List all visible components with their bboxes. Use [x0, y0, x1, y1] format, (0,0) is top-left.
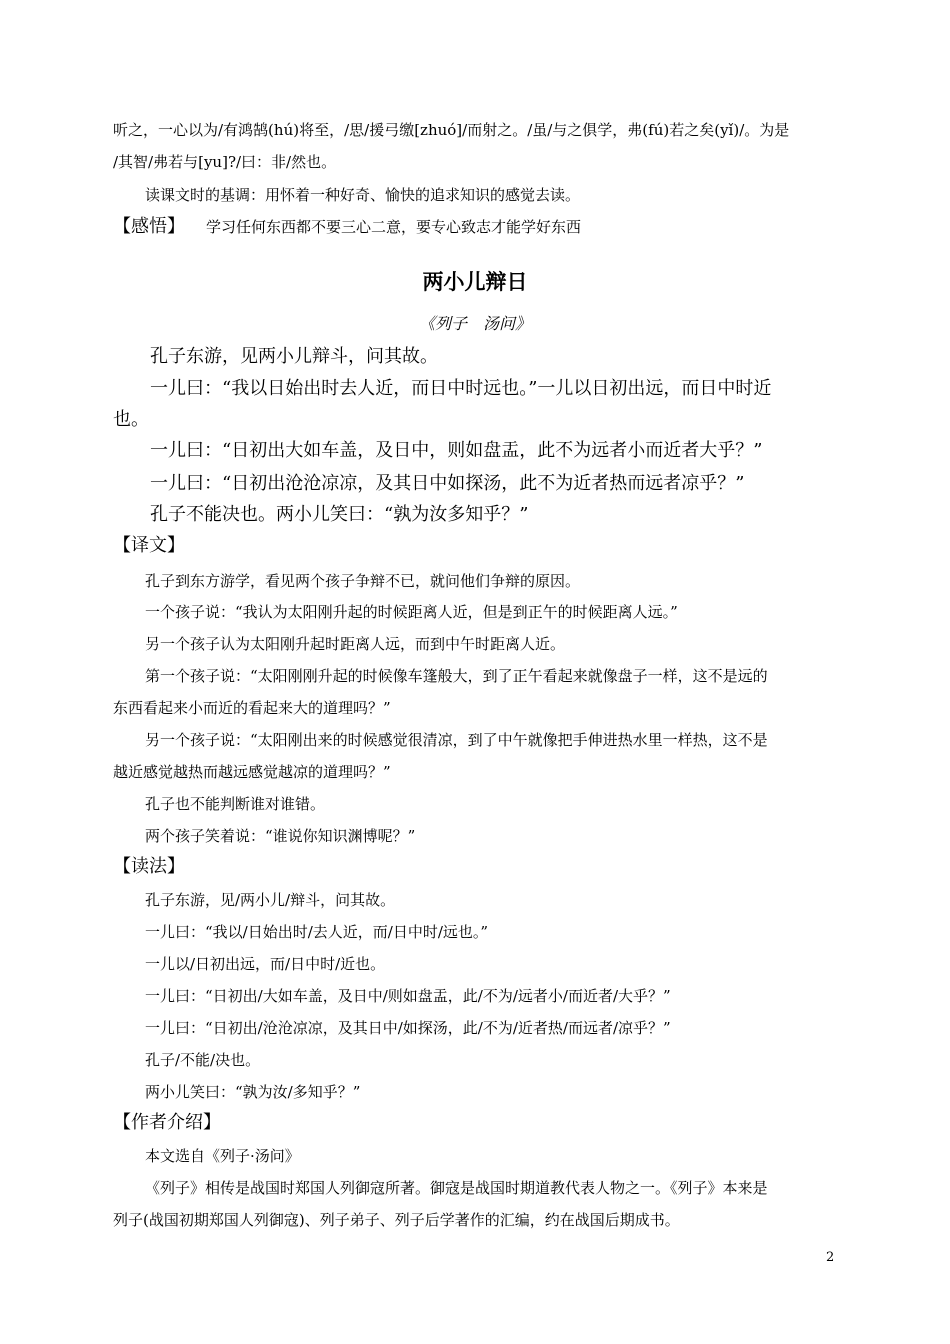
- insight-label: 【感悟】: [113, 216, 185, 237]
- article-line: 孔子东游，见两小儿辩斗，问其故。: [150, 346, 438, 367]
- reading-line: 两小儿笑曰：“孰为汝/多知乎？”: [145, 1083, 361, 1101]
- author-line: 《列子》相传是战国时郑国人列御寇所著。御寇是战国时期道教代表人物之一。《列子》本来是: [145, 1179, 768, 1197]
- translation-line: 越近感觉越热而越远感觉越凉的道理吗？”: [113, 763, 391, 781]
- reading-line: 一儿以/日初出远，而/日中时/近也。: [145, 955, 386, 973]
- article-title: 两小儿辩日: [422, 270, 528, 294]
- article-line: 一儿曰：“我以日始出时去人近，而日中时远也。”一儿以日初出远，而日中时近: [150, 378, 772, 399]
- translation-line: 一个孩子说：“我认为太阳刚升起的时候距离人近，但是到正午的时候距离人远。”: [145, 603, 678, 621]
- author-line: 列子(战国初期郑国人列御寇)、列子弟子、列子后学著作的汇编，约在战国后期成书。: [113, 1211, 680, 1229]
- reading-line: 一儿曰：“日初出/大如车盖，及日中/则如盘盂，此/不为/远者小/而近者/大乎？”: [145, 987, 671, 1005]
- article-line: 孔子不能决也。两小儿笑曰：“孰为汝多知乎？”: [150, 504, 529, 525]
- insight-text: 学习任何东西都不要三心二意，要专心致志才能学好东西: [206, 218, 582, 236]
- paragraph-line: 听之，一心以为/有鸿鹄(hú)将至，/思/援弓缴[zhuó]/而射之。/虽/与之俱学，弗(fú)若之矣(yǐ)/。为是: [113, 121, 790, 139]
- article-line: 一儿曰：“日初出大如车盖，及日中，则如盘盂，此不为远者小而近者大乎？”: [150, 440, 763, 461]
- translation-line: 第一个孩子说：“太阳刚刚升起的时候像车篷般大，到了正午看起来就像盘子一样，这不是远的: [145, 667, 768, 685]
- reading-line: 一儿曰：“日初出/沧沧凉凉，及其日中/如探汤，此/不为/近者热/而远者/凉乎？”: [145, 1019, 671, 1037]
- article-line: 一儿曰：“日初出沧沧凉凉，及其日中如探汤，此不为近者热而远者凉乎？”: [150, 473, 745, 494]
- translation-line: 东西看起来小而近的看起来大的道理吗？”: [113, 699, 391, 717]
- translation-line: 孔子到东方游学，看见两个孩子争辩不已，就问他们争辩的原因。: [145, 572, 581, 590]
- reading-heading: 【读法】: [113, 856, 185, 877]
- paragraph-line: /其智/弗若与[yu]?/曰：非/然也。: [113, 153, 337, 171]
- translation-line: 孔子也不能判断谁对谁错。: [145, 795, 326, 813]
- article-source: 《列子 汤问》: [418, 314, 531, 333]
- author-heading: 【作者介绍】: [113, 1112, 221, 1133]
- translation-line: 另一个孩子说：“太阳刚出来的时候感觉很清凉，到了中午就像把手伸进热水里一样热，这不是: [145, 731, 768, 749]
- author-line: 本文选自《列子·汤问》: [145, 1147, 300, 1165]
- translation-line: 另一个孩子认为太阳刚升起时距离人远，而到中午时距离人近。: [145, 635, 566, 653]
- reading-line: 孔子/不能/决也。: [145, 1051, 261, 1069]
- article-line: 也。: [113, 409, 149, 430]
- reading-line: 孔子东游，见/两小儿/辩斗，问其故。: [145, 891, 396, 909]
- translation-line: 两个孩子笑着说：“谁说你知识渊博呢？”: [145, 827, 416, 845]
- reading-line: 一儿曰：“我以/日始出时/去人近，而/日中时/远也。”: [145, 923, 489, 941]
- page-number: 2: [826, 1250, 835, 1265]
- paragraph-line: 读课文时的基调：用怀着一种好奇、愉快的追求知识的感觉去读。: [145, 186, 581, 204]
- translation-heading: 【译文】: [113, 535, 185, 556]
